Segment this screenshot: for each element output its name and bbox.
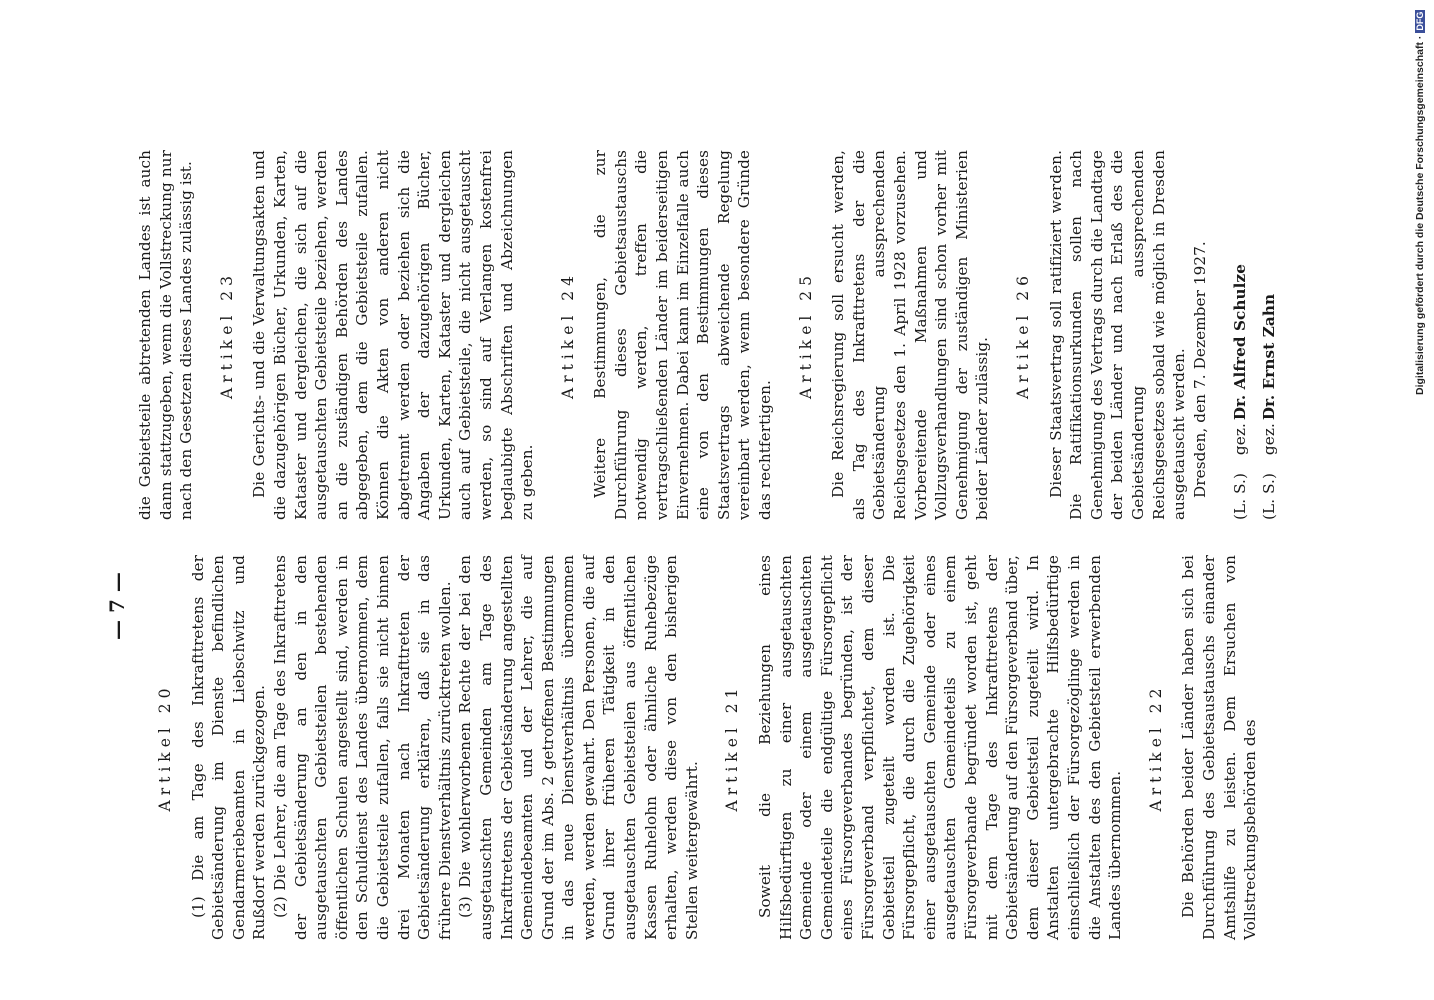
signature-2 xyxy=(1259,150,1280,520)
seal-mark: (L. S.) xyxy=(1259,473,1278,520)
digitization-credit xyxy=(1410,10,1432,395)
dfg-logo: DFG xyxy=(1415,11,1425,31)
signatory-name: Dr. Alfred Schulze xyxy=(1231,263,1250,421)
article-26-paragraph-1: Dieser Staatsvertrag soll ratifiziert werden. Die Ratifikationsurkunden sollen nach Genehmigung des Vertrags durch die Landtage der beiden Länder und nach Erlaß des die Gebietsänderung aussprechenden Reichsgesetzes sobald wie möglich in Dresden ausgetauscht werden. xyxy=(1046,150,1189,520)
article-25-heading: Artikel 25 xyxy=(796,271,815,399)
signed-abbrev: gez. xyxy=(1259,423,1278,456)
article-20-paragraph-3: (3) Die wohlerworbenen Rechte der bei den ausgetauschten Gemeinden am Tage des Inkrafttretens der Gebietsänderung angestellten Gemeindebeamten und der Lehrer, die auf Grund der im Abs. 2 getroffenen Bestimmungen in das neue Dienstverhältnis übernommen werden, werden gewahrt. Den Personen, die auf Grund ihrer früheren Tätigkeit in den ausgetauschten Gebietsteilen aus öffentlichen Kassen Ruhelohn oder ähnliche Ruhebezüge erhalten, werden diese von den bisherigen Stellen weitergewährt. xyxy=(456,555,701,940)
signatory-name: Dr. Ernst Zahn xyxy=(1259,293,1278,421)
article-20-paragraph-2: (2) Die Lehrer, die am Tage des Inkrafttretens der Gebietsänderung an den in den ausgetauschten Gebietsteilen bestehenden öffentlichen Schulen angestellt sind, werden in den Schuldienst des Landes übernommen, dem die Gebietsteile zufallen, falls sie nicht binnen drei Monaten nach Inkrafttreten der Gebietsänderung erklären, daß sie in das frühere Dienstverhältnis zurücktreten wollen. xyxy=(270,555,454,940)
signature-1 xyxy=(1230,150,1251,520)
digitization-credit-text xyxy=(1414,10,1426,395)
seal-mark: (L. S.) xyxy=(1231,473,1250,520)
article-23-paragraph-1: Die Gerichts- und die Verwaltungsakten und die dazugehörigen Bücher, Urkunden, Karten, Kataster und dergleichen, die sich auf die ausgetauschten Gebietsteile beziehen, werden an die zuständigen Behörden des Landes abgegeben, dem die Gebietsteile zufallen. Können die Akten von anderen nicht abgetrennt werden oder beziehen sich die Angaben der dazugehörigen Bücher, Urkunden, Karten, Kataster und dergleichen auch auf Gebietsteile, die nicht ausgetauscht werden, so sind auf Verlangen kostenfrei beglaubigte Abschriften und Abzeichnungen zu geben. xyxy=(250,150,537,520)
document-page xyxy=(105,150,1278,1000)
article-26-heading: Artikel 26 xyxy=(1013,271,1032,399)
digitization-note: Digitalisierung gefördert durch die Deutsche Forschungsgemeinschaft · xyxy=(1414,35,1426,395)
article-21-paragraph-1: Soweit die Beziehungen eines Hilfsbedürftigen zu einer ausgetauschten Gemeinde oder einem ausgetauschten Gemeindeteile die endgültige Fürsorgepflicht eines Fürsorgeverbandes begründen, ist der Fürsorgeverband verpflichtet, dem dieser Gebietsteil zugeteilt worden ist. Die Fürsorgepflicht, die durch die Zugehörigkeit einer ausgetauschten Gemeinde oder eines ausgetauschten Gemeindeteils zu einem Fürsorgeverbande begründet worden ist, geht mit dem Tage des Inkrafttretens der Gebietsänderung auf den Fürsorgeverband über, dem dieser Gebietsteil zugeteilt wird. In Anstalten untergebrachte Hilfsbedürftige einschließlich der Fürsorgezöglinge werden in die Anstalten des den Gebietsteil erwerbenden Landes übernommen. xyxy=(756,555,1125,940)
right-column xyxy=(135,150,1280,520)
article-22-heading: Artikel 22 xyxy=(1146,683,1165,812)
article-24-heading: Artikel 24 xyxy=(558,271,577,399)
article-23-heading: Artikel 23 xyxy=(217,271,236,399)
article-20-heading: Artikel 20 xyxy=(156,683,174,812)
continuation-paragraph: die Gebietsteile abtretenden Landes ist auch dann stattzugeben, wenn die Vollstreckung nur nach den Gesetzen dieses Landes zulässig ist. xyxy=(136,150,196,520)
article-24-paragraph-1: Weitere Bestimmungen, die zur Durchführung dieses Gebietsaustauschs notwendig werden, treffen die vertragschließenden Länder im beiderseitigen Einvernehmen. Dabei kann im Einzelfalle auch eine von den Bestimmungen dieses Staatsvertrags abweichende Regelung vereinbart werden, wenn besondere Gründe das rechtfertigen. xyxy=(591,150,775,520)
article-20-paragraph-1: (1) Die am Tage des Inkrafttretens der Gebietsänderung im Dienste befindlichen Gendarmeriebeamten in Liebschwitz und Rußdorf werden zurückgezogen. xyxy=(188,555,269,940)
signature-block xyxy=(1230,150,1279,520)
page-number: — 7 — xyxy=(105,572,129,640)
signed-abbrev: gez. xyxy=(1231,423,1250,456)
article-25-paragraph-1: Die Reichsregierung soll ersucht werden, als Tag des Inkrafttretens der die Gebietsänderung aussprechenden Reichsgesetzes den 1. April 1928 vorzusehen. Vorbereitende Maßnahmen und Vollzugsverhandlungen sind schon vorher mit Genehmigung der zuständigen Ministerien beider Länder zulässig. xyxy=(829,150,992,520)
date-line: Dresden, den 7. Dezember 1927. xyxy=(1190,241,1209,498)
article-21-heading: Artikel 21 xyxy=(723,683,742,812)
article-22-paragraph-1: Die Behörden beider Länder haben sich bei Durchführung des Gebietsaustauschs einander Amtshilfe zu leisten. Dem Ersuchen von Vollstreckungsbehörden des xyxy=(1179,555,1260,940)
left-column xyxy=(135,555,1261,940)
